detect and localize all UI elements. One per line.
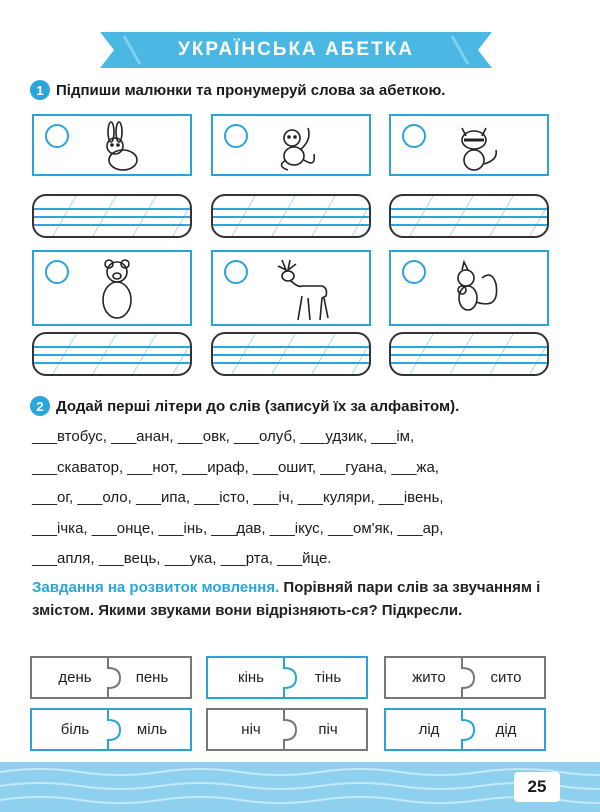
monkey-icon	[268, 120, 328, 174]
title-banner	[100, 32, 492, 68]
word-pair	[206, 708, 368, 751]
pair-word-right[interactable]: пень	[135, 669, 169, 686]
deer-icon	[268, 256, 338, 324]
picture-card-monkey	[211, 114, 371, 176]
number-circle[interactable]	[402, 124, 426, 148]
task2-header	[30, 396, 459, 416]
task1-header	[30, 80, 445, 100]
pair-word-left[interactable]: біль	[60, 721, 90, 738]
picture-card-rabbit	[32, 114, 192, 176]
picture-card-bear	[32, 250, 192, 326]
development-task	[32, 576, 572, 622]
writing-lines[interactable]	[32, 332, 192, 376]
writing-lines[interactable]	[389, 332, 549, 376]
pair-word-left[interactable]: кінь	[238, 669, 264, 686]
pair-word-right[interactable]: міль	[136, 721, 168, 738]
word-pair	[206, 656, 368, 699]
pair-word-left[interactable]: ніч	[241, 721, 261, 738]
pair-word-right[interactable]: сито	[490, 669, 522, 686]
letter-row-5[interactable]: ___апля, ___вець, ___ука, ___рта, ___йце.	[32, 550, 332, 567]
task2-instruction: Додай перші літери до слів (записуй їх за алфавітом).	[56, 397, 460, 415]
number-circle[interactable]	[224, 260, 248, 284]
writing-lines[interactable]	[389, 194, 549, 238]
pair-word-left[interactable]: лід	[418, 721, 440, 738]
word-pair	[30, 708, 192, 751]
bottom-wave-decoration	[0, 762, 600, 812]
number-circle[interactable]	[45, 124, 69, 148]
writing-lines[interactable]	[211, 332, 371, 376]
rabbit-icon	[89, 120, 149, 174]
writing-lines[interactable]	[211, 194, 371, 238]
task1-instruction: Підпиши малюнки та пронумеруй слова за абеткою.	[56, 81, 446, 99]
pair-word-right[interactable]: дід	[495, 721, 517, 738]
picture-card-raccoon	[389, 114, 549, 176]
picture-card-deer	[211, 250, 371, 326]
number-circle[interactable]	[224, 124, 248, 148]
pair-word-right[interactable]: тінь	[314, 669, 342, 686]
development-title: Завдання на розвиток мовлення.	[32, 579, 280, 596]
picture-card-squirrel	[389, 250, 549, 326]
pair-word-left[interactable]: жито	[412, 669, 446, 686]
word-pair	[384, 656, 546, 699]
task-number-badge: 2	[30, 396, 50, 416]
bear-icon	[89, 256, 149, 324]
pair-word-right[interactable]: піч	[318, 721, 338, 738]
number-circle[interactable]	[402, 260, 426, 284]
letter-row-2[interactable]: ___скаватор, ___нот, ___ираф, ___ошит, ___гуана, ___жа,	[32, 459, 439, 476]
task-number-badge: 1	[30, 80, 50, 100]
page-number: 25	[514, 772, 560, 802]
letter-row-4[interactable]: ___ічка, ___онце, ___інь, ___дав, ___ікус, ___ом'як, ___ар,	[32, 520, 444, 537]
development-text: Порівняй пари слів за звучанням і змістом. Якими звуками вони відрізняють-ся? Підкресли.	[32, 579, 541, 619]
word-pair	[384, 708, 546, 751]
page-title: УКРАЇНСЬКА АБЕТКА	[177, 39, 415, 60]
pair-word-left[interactable]: день	[58, 669, 92, 686]
letter-row-1[interactable]: ___втобус, ___анан, ___овк, ___олуб, ___удзик, ___ім,	[32, 428, 415, 445]
letter-row-3[interactable]: ___ог, ___оло, ___ипа, ___істо, ___іч, ___куляри, ___івень,	[32, 489, 444, 506]
number-circle[interactable]	[45, 260, 69, 284]
word-pair	[30, 656, 192, 699]
raccoon-icon	[446, 120, 506, 174]
writing-lines[interactable]	[32, 194, 192, 238]
squirrel-icon	[446, 256, 506, 324]
